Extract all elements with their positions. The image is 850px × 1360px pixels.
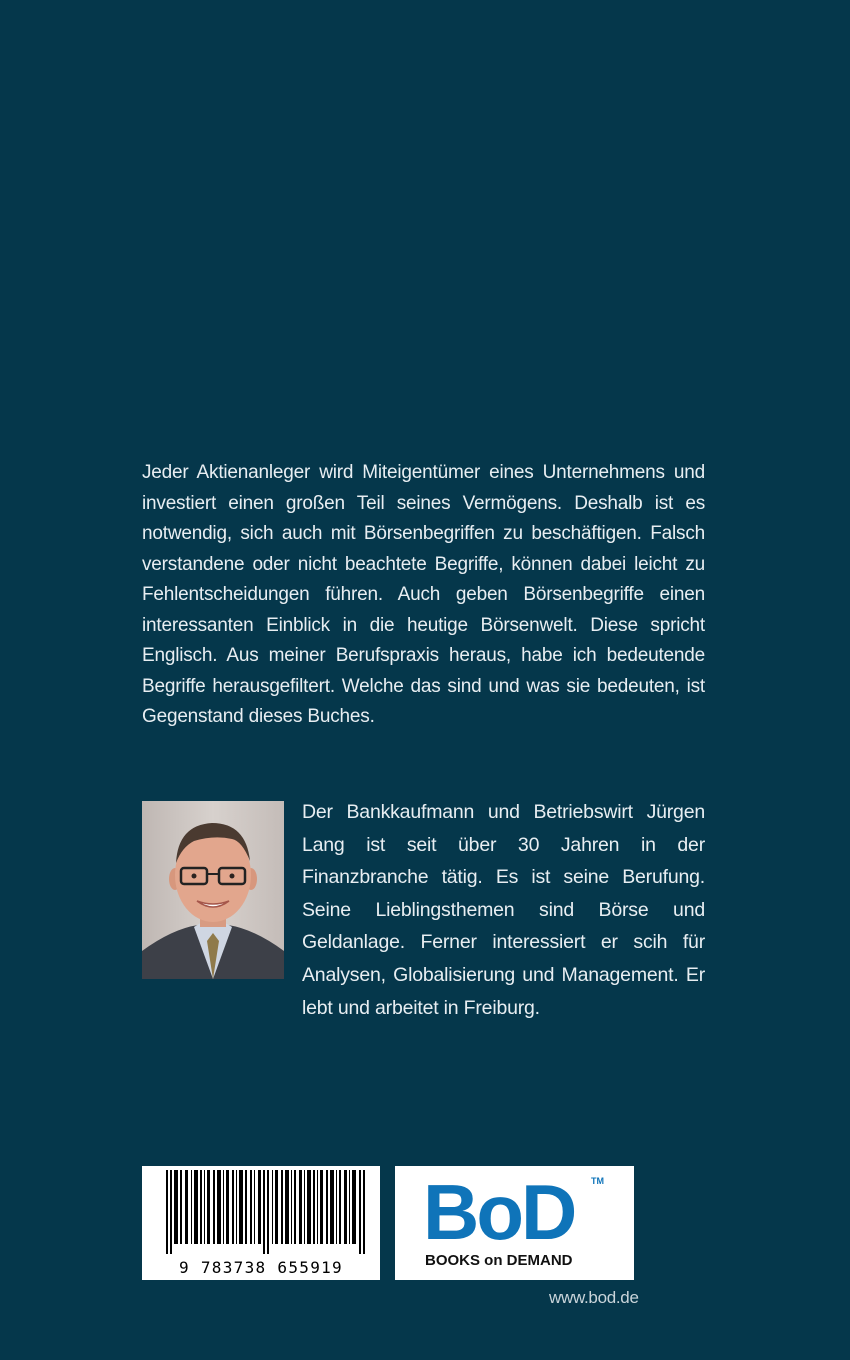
barcode-bars [164, 1170, 372, 1254]
back-cover-blurb: Jeder Aktienanleger wird Miteigentümer eines Unternehmens und investiert einen großen Teil seines Vermögens. Deshalb ist es notwendig, sich auch mit Börsenbegriffen zu beschäftigen. Falsch verstandene oder nicht beachtete Begriffe, können dabei leicht zu Fehlentscheidungen führen. Auch geben Börsenbegriffe einen interessanten Einblick in die heutige Börsenwelt. Diese spricht Englisch. Aus meiner Berufspraxis heraus, habe ich bedeutende Begriffe herausgefiltert. Welche das sind und was sie bedeuten, ist Gegenstand dieses Buches. [142, 462, 705, 727]
publisher-logo [395, 1166, 634, 1280]
bod-logo-wordmark: BoD [423, 1168, 575, 1256]
publisher-url: www.bod.de [549, 1288, 639, 1307]
author-portrait-illustration [142, 801, 284, 979]
isbn-barcode [142, 1166, 380, 1280]
trademark-mark: TM [591, 1176, 604, 1186]
isbn-digits: 9 783738 655919 [179, 1258, 343, 1277]
publisher-tagline: BOOKS on DEMAND [425, 1252, 573, 1269]
author-bio: Der Bankkaufmann und Betriebswirt Jürgen Lang ist seit über 30 Jahren in der Finanzbranche tätig. Es ist seine Berufung. Seine Lieblingsthemen sind Börse und Geldanlage. Ferner interessiert er scih für Analysen, Globalisierung und Management. Er lebt und arbeitet in Freiburg. [302, 801, 705, 1019]
author-photo [142, 801, 284, 979]
